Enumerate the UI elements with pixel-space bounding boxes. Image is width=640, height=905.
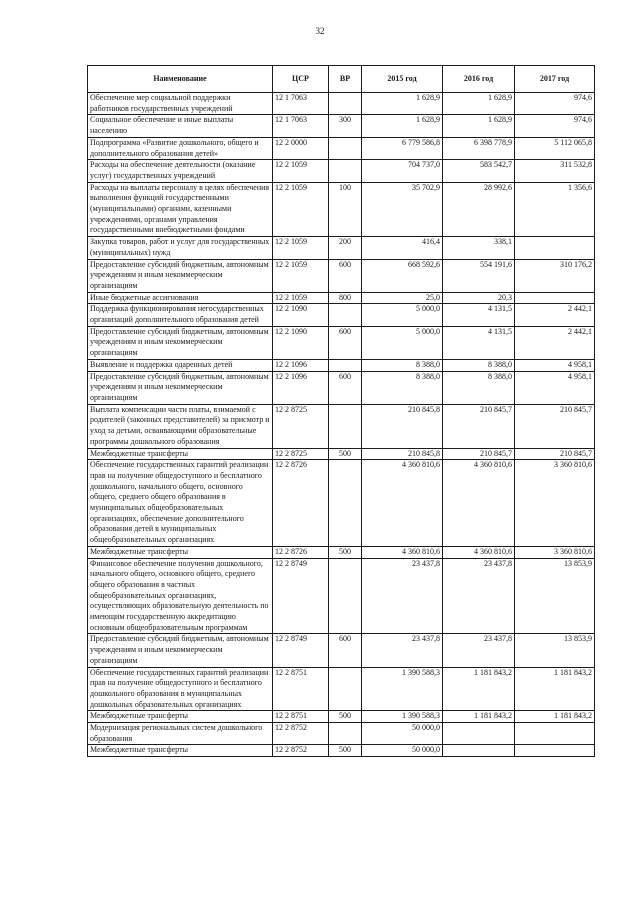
cell-y2015: 50 000,0	[362, 723, 443, 745]
cell-y2016: 210 845,7	[443, 404, 515, 448]
cell-csr: 12 2 8726	[273, 546, 329, 558]
table-row	[88, 634, 595, 667]
cell-name: Межбюджетные трансферты	[88, 745, 273, 757]
cell-vr: 500	[329, 546, 362, 558]
header-2017: 2017 год	[515, 66, 595, 93]
table-row	[88, 711, 595, 723]
cell-y2015: 210 845,8	[362, 448, 443, 460]
cell-name: Предоставление субсидий бюджетным, автономным учреждениям и иным некоммерческим организациям	[88, 259, 273, 292]
cell-csr: 12 2 1096	[273, 359, 329, 371]
cell-csr: 12 2 8752	[273, 723, 329, 745]
table-row	[88, 93, 595, 115]
table-header-row	[88, 66, 595, 93]
cell-y2016: 1 181 843,2	[443, 667, 515, 711]
cell-y2016: 8 388,0	[443, 371, 515, 404]
header-2015: 2015 год	[362, 66, 443, 93]
cell-name: Обеспечение государственных гарантий реализации прав на получение общедоступного и бесплатного дошкольного, начального общего, основного общего, среднего общего образования в муниципальных общеобразовательных организациях, обеспечение дополнительного образования детей в муниципальных общеобразовательных организациях	[88, 460, 273, 547]
cell-csr: 12 2 1059	[273, 292, 329, 304]
table-row	[88, 745, 595, 757]
cell-y2016: 6 398 778,9	[443, 137, 515, 159]
cell-csr: 12 2 1059	[273, 259, 329, 292]
cell-y2016: 4 360 810,6	[443, 460, 515, 547]
cell-y2017: 1 181 843,2	[515, 711, 595, 723]
cell-y2017: 974,6	[515, 93, 595, 115]
cell-y2017: 4 958,1	[515, 359, 595, 371]
budget-table	[87, 65, 595, 757]
header-name: Наименование	[88, 66, 273, 93]
cell-csr: 12 2 1059	[273, 160, 329, 182]
cell-vr	[329, 404, 362, 448]
table-row	[88, 460, 595, 547]
cell-y2017: 311 532,8	[515, 160, 595, 182]
cell-vr: 500	[329, 745, 362, 757]
cell-y2016: 338,1	[443, 237, 515, 259]
cell-vr	[329, 304, 362, 326]
cell-y2017: 2 442,1	[515, 326, 595, 359]
cell-y2017: 210 845,7	[515, 404, 595, 448]
cell-y2017: 13 853,9	[515, 558, 595, 634]
cell-name: Выплата компенсации части платы, взимаемой с родителей (законных представителей) за присмотр и уход за детьми, осваивающими образовательные программы дошкольного образования	[88, 404, 273, 448]
cell-csr: 12 2 1059	[273, 182, 329, 237]
table-row	[88, 404, 595, 448]
cell-vr	[329, 137, 362, 159]
cell-name: Финансовое обеспечение получения дошкольного, начального общего, основного общего, среднего общего образования в частных общеобразовательных организациях, осуществляющих образовательную деятельность по имеющим государственную аккредитацию основным общеобразовательным программам	[88, 558, 273, 634]
cell-y2015: 1 390 588,3	[362, 667, 443, 711]
cell-y2015: 668 592,6	[362, 259, 443, 292]
cell-name: Закупка товаров, работ и услуг для государственных (муниципальных) нужд	[88, 237, 273, 259]
cell-vr: 500	[329, 448, 362, 460]
table-row	[88, 182, 595, 237]
cell-vr	[329, 93, 362, 115]
cell-y2016: 4 131,5	[443, 304, 515, 326]
cell-name: Модернизация региональных систем дошкольного образования	[88, 723, 273, 745]
cell-y2017: 5 112 065,8	[515, 137, 595, 159]
cell-vr: 200	[329, 237, 362, 259]
cell-name: Предоставление субсидий бюджетным, автономным учреждениям и иным некоммерческим организациям	[88, 326, 273, 359]
cell-y2017: 2 442,1	[515, 304, 595, 326]
cell-vr	[329, 160, 362, 182]
cell-name: Обеспечение государственных гарантий реализации прав на получение общедоступного и бесплатного дошкольного образования в муниципальных дошкольных образовательных организациях	[88, 667, 273, 711]
cell-vr: 600	[329, 326, 362, 359]
cell-y2017: 3 360 810,6	[515, 460, 595, 547]
cell-y2016: 4 131,5	[443, 326, 515, 359]
table-row	[88, 359, 595, 371]
cell-csr: 12 2 1090	[273, 304, 329, 326]
cell-vr: 100	[329, 182, 362, 237]
table-row	[88, 667, 595, 711]
header-csr: ЦСР	[273, 66, 329, 93]
cell-y2015: 210 845,8	[362, 404, 443, 448]
cell-y2017	[515, 237, 595, 259]
cell-csr: 12 2 8751	[273, 711, 329, 723]
cell-y2016: 8 388,0	[443, 359, 515, 371]
cell-y2017: 4 958,1	[515, 371, 595, 404]
cell-y2015: 25,0	[362, 292, 443, 304]
cell-y2016: 23 437,8	[443, 634, 515, 667]
cell-y2017: 210 845,7	[515, 448, 595, 460]
table-body	[88, 93, 595, 757]
cell-csr: 12 2 1090	[273, 326, 329, 359]
cell-y2017: 1 356,6	[515, 182, 595, 237]
cell-csr: 12 2 1096	[273, 371, 329, 404]
cell-y2016	[443, 723, 515, 745]
cell-y2016: 210 845,7	[443, 448, 515, 460]
cell-y2015: 23 437,8	[362, 634, 443, 667]
cell-y2016: 4 360 810,6	[443, 546, 515, 558]
cell-y2017: 974,6	[515, 115, 595, 137]
cell-y2016: 583 542,7	[443, 160, 515, 182]
table-row	[88, 723, 595, 745]
cell-y2015: 8 388,0	[362, 359, 443, 371]
cell-vr	[329, 460, 362, 547]
cell-y2015: 416,4	[362, 237, 443, 259]
cell-vr	[329, 723, 362, 745]
header-2016: 2016 год	[443, 66, 515, 93]
cell-name: Межбюджетные трансферты	[88, 711, 273, 723]
cell-vr	[329, 359, 362, 371]
table-row	[88, 448, 595, 460]
cell-y2015: 4 360 810,6	[362, 546, 443, 558]
cell-csr: 12 2 1059	[273, 237, 329, 259]
cell-y2016: 20,3	[443, 292, 515, 304]
cell-name: Межбюджетные трансферты	[88, 448, 273, 460]
cell-y2016: 1 181 843,2	[443, 711, 515, 723]
table-row	[88, 546, 595, 558]
cell-y2016: 1 628,9	[443, 93, 515, 115]
cell-name: Обеспечение мер социальной поддержки работников государственных учреждений	[88, 93, 273, 115]
table-row	[88, 259, 595, 292]
cell-name: Поддержка функционирования негосударственных организаций дополнительного образования детей	[88, 304, 273, 326]
cell-y2015: 50 000,0	[362, 745, 443, 757]
cell-y2016	[443, 745, 515, 757]
cell-name: Предоставление субсидий бюджетным, автономным учреждениям и иным некоммерческим организациям	[88, 371, 273, 404]
cell-vr	[329, 667, 362, 711]
cell-y2015: 1 628,9	[362, 93, 443, 115]
table-row	[88, 371, 595, 404]
cell-y2015: 8 388,0	[362, 371, 443, 404]
cell-y2015: 1 390 588,3	[362, 711, 443, 723]
cell-csr: 12 2 8749	[273, 558, 329, 634]
cell-name: Расходы на обеспечение деятельности (оказание услуг) государственных учреждений	[88, 160, 273, 182]
cell-csr: 12 2 8725	[273, 404, 329, 448]
cell-y2015: 35 702,9	[362, 182, 443, 237]
cell-vr: 800	[329, 292, 362, 304]
cell-y2015: 1 628,9	[362, 115, 443, 137]
cell-name: Расходы на выплаты персоналу в целях обеспечения выполнения функций государственными (муниципальными) органами, казенными учреждениями, органами управления государственными внебюджетными фондами	[88, 182, 273, 237]
cell-csr: 12 2 8752	[273, 745, 329, 757]
cell-y2017	[515, 745, 595, 757]
cell-y2017	[515, 723, 595, 745]
cell-y2015: 4 360 810,6	[362, 460, 443, 547]
table-row	[88, 304, 595, 326]
cell-y2015: 6 779 586,8	[362, 137, 443, 159]
table-row	[88, 137, 595, 159]
cell-csr: 12 2 0000	[273, 137, 329, 159]
cell-y2016: 1 628,9	[443, 115, 515, 137]
cell-vr: 500	[329, 711, 362, 723]
cell-y2017: 3 360 810,6	[515, 546, 595, 558]
table-row	[88, 326, 595, 359]
cell-name: Подпрограмма «Развитие дошкольного, общего и дополнительного образования детей»	[88, 137, 273, 159]
header-vr: ВР	[329, 66, 362, 93]
cell-y2016: 554 191,6	[443, 259, 515, 292]
table-row	[88, 292, 595, 304]
cell-name: Иные бюджетные ассигнования	[88, 292, 273, 304]
cell-name: Межбюджетные трансферты	[88, 546, 273, 558]
cell-y2017: 13 853,9	[515, 634, 595, 667]
table-row	[88, 558, 595, 634]
cell-y2017: 1 181 843,2	[515, 667, 595, 711]
cell-y2015: 23 437,8	[362, 558, 443, 634]
cell-vr: 600	[329, 634, 362, 667]
cell-vr	[329, 558, 362, 634]
table-row	[88, 237, 595, 259]
page-number: 32	[315, 26, 325, 36]
cell-y2015: 5 000,0	[362, 304, 443, 326]
cell-vr: 600	[329, 371, 362, 404]
cell-vr: 300	[329, 115, 362, 137]
table-row	[88, 160, 595, 182]
cell-y2017: 310 176,2	[515, 259, 595, 292]
cell-y2016: 23 437,8	[443, 558, 515, 634]
cell-csr: 12 1 7063	[273, 93, 329, 115]
cell-name: Выявление и поддержка одаренных детей	[88, 359, 273, 371]
table-row	[88, 115, 595, 137]
cell-y2017	[515, 292, 595, 304]
cell-y2015: 704 737,0	[362, 160, 443, 182]
cell-name: Социальное обеспечение и иные выплаты населению	[88, 115, 273, 137]
cell-csr: 12 2 8749	[273, 634, 329, 667]
cell-vr: 600	[329, 259, 362, 292]
cell-name: Предоставление субсидий бюджетным, автономным учреждениям и иным некоммерческим организациям	[88, 634, 273, 667]
cell-csr: 12 2 8725	[273, 448, 329, 460]
cell-csr: 12 1 7063	[273, 115, 329, 137]
cell-y2016: 28 992,6	[443, 182, 515, 237]
cell-csr: 12 2 8751	[273, 667, 329, 711]
cell-y2015: 5 000,0	[362, 326, 443, 359]
cell-csr: 12 2 8726	[273, 460, 329, 547]
